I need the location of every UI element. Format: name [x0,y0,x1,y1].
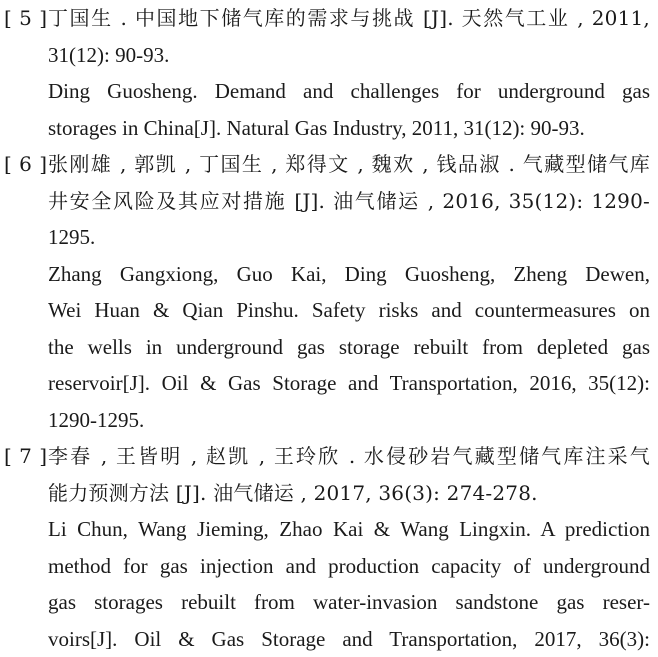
reference-line: Ding Guosheng. Demand and challenges for underground gas [0,73,658,110]
reference-line: 井安全风险及其应对措施 [J]. 油气储运 , 2016, 35(12): 1290- [0,183,658,220]
reference-number: [ 7 ] [4,438,48,475]
reference-line: 李春 , 王皆明 , 赵凯 , 王玲欣 . 水侵砂岩气藏型储气库注采气 [0,438,658,475]
reference-line: Zhang Gangxiong, Guo Kai, Ding Guosheng, Zheng Dewen, [0,256,658,293]
reference-line: voirs[J]. Oil & Gas Storage and Transportation, 2017, 36(3): [0,621,658,657]
reference-line: Li Chun, Wang Jieming, Zhao Kai & Wang Lingxin. A prediction [0,511,658,548]
reference-line: Wei Huan & Qian Pinshu. Safety risks and countermeasures on [0,292,658,329]
reference-number: [ 5 ] [4,0,48,37]
reference-line: reservoir[J]. Oil & Gas Storage and Transportation, 2016, 35(12): [0,365,658,402]
reference-entry-7 [0,438,658,657]
reference-line: 31(12): 90-93. [0,37,658,74]
reference-entry-6 [0,146,658,438]
reference-entry-5 [0,0,658,146]
reference-number: [ 6 ] [4,146,48,183]
reference-line: 能力预测方法 [J]. 油气储运 , 2017, 36(3): 274-278. [0,475,658,512]
reference-line: gas storages rebuilt from water-invasion sandstone gas reser- [0,584,658,621]
reference-line: 张刚雄 , 郭凯 , 丁国生 , 郑得文 , 魏欢 , 钱品淑 . 气藏型储气库 [0,146,658,183]
reference-line: 1290-1295. [0,402,658,439]
reference-line: storages in China[J]. Natural Gas Industry, 2011, 31(12): 90-93. [0,110,658,147]
reference-line: 1295. [0,219,658,256]
reference-line: the wells in underground gas storage rebuilt from depleted gas [0,329,658,366]
reference-line: method for gas injection and production capacity of underground [0,548,658,585]
reference-line: 丁国生 . 中国地下储气库的需求与挑战 [J]. 天然气工业 , 2011, [0,0,658,37]
